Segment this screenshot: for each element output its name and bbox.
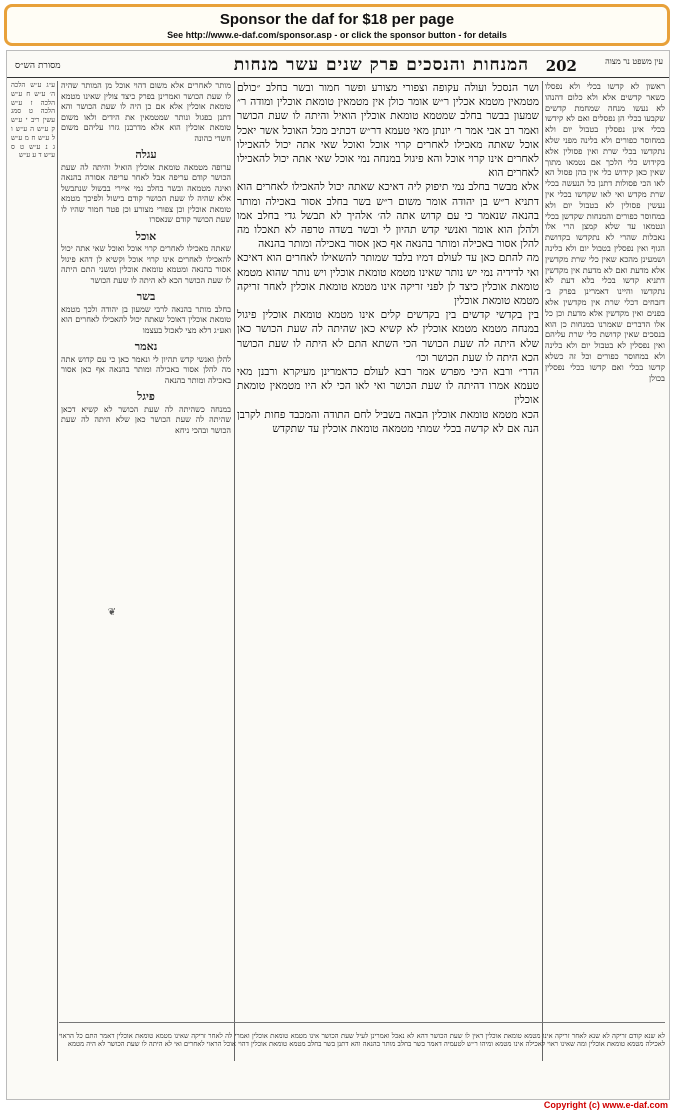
tosafot-heading: בשר (136, 290, 156, 303)
margin-notes-column (11, 81, 55, 1061)
sponsor-banner[interactable] (4, 4, 670, 46)
gemara-paragraph: בין בקדשי קדשים בין בקדשים קלים אינו מטמא טומאת אוכלין פיגול במנחה מטמא מטמא אוכלין לא קשיא כאן שהיתה לה שעת הכושר כאן שלא היתה לה שעת הכושר הכי השתא התם לא היתה לו שעת הכושר הכא היתה לו שעת הכושר וכו׳ (237, 309, 539, 364)
tosafot-heading: נאמר (134, 340, 158, 353)
rashi-text: ראשון לא קדשו בכלי ולא נפסלו כשאר קדשים אלא ולא כלום דהנהו לא נעשו מנחה שמחמת קדשים שקבעו בכלי הן נפסלים ואם לא קידשו בכלי אינן נפסלין בטבול יום ולא במחוסר כפורים ולא בלינה מפני שלא נתקדשו בכלי שרת ואין פסולין אלא בקידוש כלי הלכך אם נטמאו מתוך שאין כאן קידוש כלי אין בהן פסול הא לאו הכי פסולות דתנן כל הנעשה בכלי שרת מקדש ואי לאו שקדשו בכלי אין נעשין פסולין לא בטבול יום ולא במחוסר כפורים והמנחות שקדשן בכלי ונטמאו עד שלא קמצן הרי אלו נאכלות שהרי לא נתקדשו בקדושת הגוף ואין נפסלין בטבול יום ולא בלינה ושמעינן מהכא שאין כלי שרת מקדשין אלא מדעת ואם לא מדעת אין מקדשין דתניא קדשו בכלי בלא דעת לא נתקדשו והיינו דאמרינן בפרק ב׳ דזבחים דכלי שרת אין מקדשין אלא בפנים ואין מקדשין אלא מדעת וכן כל אלו הדברים שאמרנו במנחות כן הוא בנסכים שאין קדושת כלי שרת עליהם ואין נפסלין לא בטבול יום ולא בלינה ולא במחוסר כפורים וכל זה כשלא קדשו בכלי ואם קדשו בכלי נפסלין בכולן (545, 81, 665, 383)
page-heading: המנחות והנסכים פרק שנים עשר מנחות (233, 55, 529, 75)
tosafot-heading: אוכל (135, 229, 157, 243)
gemara-paragraph: ושר הנסכל ועולה עקופה וצפורי מצורע ופשר חמור ובשר בחלב ״כולם מטמאין מטמא אכלין ר״ש אומר כולן אין מטמאין טומאת אוכלין ומודה ר״ שמעון בבשר בחלב שמטמא טומאת אוכלין הואיל והיתה לו שעת הכושר ואמר רב אבי אמר ר׳ יונתן מאי טעמא דר״ש דכתיב מכל האוכל אשר יאכל אוכל שאתה מאכילו לאחרים קרוי אוכל ואוכל שאי אתה יכול להאכילו לאחרים אינו קרוי אוכל והא פיגול במנחה נמי אוכל שאי אתה יכול להאכילו לאחרים הוא (237, 82, 539, 180)
tosafot-text: בחלב מותר בהנאה לרבי שמעון בן יהודה ולכך מטמא טומאת אוכלין דאוכל שאתה יכול להאכילו לאחרים הוא ואע״ג דלא מצי לאכול בעצמו (61, 304, 231, 335)
gemara-paragraph: הדר״ ורבא היכי מפרש אמר רבא לעולם כדאמרינן מעיקרא ורבנן מאי טעמא אמרו דהיתה לו שעת הכושר ואי לאו הכי לא היו מטמאין טומאת אוכלין (237, 366, 539, 407)
corner-label: עין משפט נר מצוה (605, 57, 663, 66)
column-divider (57, 81, 58, 1061)
tosafot-text: ערופה מטמאה טומאת אוכלין הואיל והיתה לה שעת הכושר קודם עריפה אבל לאחר עריפה אסורה בהנאה ואינה מטמאה ובשר בחלב נמי איירי בבשול שנתבשל אלא שהיה לו שעת הכושר קודם בישול ולפיכך מטמא טומאת אוכלין וכן צפורי מצורע וכן פטר חמור שהיו לו שעת הכושר קודם שנאסרו (61, 162, 231, 224)
gemara-paragraph: מה להתם כאן עד לעולם דמיו בלבד שמותר להשאילו לאחרים הוא דאיכא ואי לדידיה נמי יש נותר שאינו מטמא טומאת אוכלין ויש נותר שהוא מטמא טומאת אוכלין כיצד לן לפני זריקה אינו מטמא טומאת אוכלין לאחר זריקה מטמא טומאת אוכלין (237, 252, 539, 308)
tosafot-text: להלן ואנשי קדש תהיון לי ונאמר כאן כי עם קדוש אתה מה להלן אסור באכילה ומותר בהנאה אף כאן אסור באכילה ומותר בהנאה (61, 354, 231, 385)
tosafot-text: במנחה כשהיתה לה שעת הכושר לא קשיא דכאן שהיתה לה שעת הכושר כאן שלא היתה לה שעת הכושר ובהכי ניחא (61, 404, 231, 435)
column-divider (234, 81, 235, 1061)
tosafot-heading: פיגל (137, 390, 155, 403)
ornament-divider: ❦ (107, 607, 117, 618)
sponsor-subtitle[interactable]: See http://www.e-daf.com/sponsor.asp - or click the sponsor button - for details (167, 30, 507, 40)
tosafot-text: שאתה מאכילו לאחרים קרוי אוכל ואוכל שאי אתה יכול להאכילו לאחרים אינו קרוי אוכל וקשיא לן דהא פיגול אסור בהנאה ומטמא טומאת אוכלין ומשני התם היתה לו שעת הכושר הכא לא היתה לו שעת הכושר (61, 244, 231, 285)
tosafot-heading: עגלה (135, 148, 157, 161)
masoret-label: מסורת הש״ס (15, 61, 61, 71)
rashi-column (545, 81, 665, 1061)
margin-notes-text: ע״ג ע״ש הלכה ה׳ ע״ש ח ע״ש הלכה ז ע״ש הלכה ט סמג עשין ריב י ע״ש ק ע״ש ה ע״ש ו ל ע״ש ח מ ע״ש ג נ ע״ש ט ס ע״ש ד ע ע״ש (11, 81, 55, 160)
daf-page (6, 50, 670, 1100)
sponsor-title[interactable]: Sponsor the daf for $18 per page (219, 11, 455, 28)
tosafot-column (61, 81, 231, 1061)
gemara-paragraph: אלא מבשר בחלב נמי תיפוק ליה דאיכא שאתה יכול להאכילו לאחרים הוא דתניא ר״ש בן יהודה אומר משום ר״ש בשר בחלב אסור באכילה ומותר בהנאה שנאמר כי עם קדוש אתה לה׳ אלהיך לא תבשל גדי בחלב אמו ולהלן הוא אומר ואנשי קדש תהיון לי ובשר בשדה טרפה לא תאכלו מה להלן אסור באכילה ומותר בהנאה אף כאן אסור באכילה ומותר בהנאה (237, 181, 539, 251)
page-number: 202 (545, 57, 577, 75)
bottom-commentary-text: לא שנא קודם זריקה לא שנא לאחר זריקה אינו מטמא טומאת אוכלין דאין לו שעת הכושר דהא לא נאכל ואמרינן לעיל שעת הכושר אינו מטמא טומאת אוכלין ואמרי לה לאחר זריקה שאינו מטמא טומאת אוכלין דאמר התם כל הראוי לאכילה מטמא טומאת אוכלין ומה שאינו ראוי לאכילה אינו מטמא ומיהו ר״ש לטעמיה דאמר בשר בחלב מותר בהנאה והא דתנן בשר בחלב מטמא טומאת אוכלין דהוי אוכל הראוי לאחרים ואי לא היתה לו שעת הכושר לא היה מטמא (59, 1031, 665, 1049)
page-header (7, 55, 669, 78)
bottom-commentary (59, 1022, 665, 1077)
gemara-paragraph: הכא מטמא טומאת אוכלין הבאה בשביל לחם התודה והמכבד פחות לקרבן הנה אם לא קדשה בכלי שמתי מטמאה טומאת אוכלין עד שתקדש (237, 408, 539, 435)
tosafot-intro: מותר לאחרים אלא משום דהוי אוכל מן המותר שהיה לו שעת הכושר ואמרינן בפרק כיצד צולין שאינו מטמא טומאת אוכלין אלא אם כן היה לו שעת הכושר והא דתנן בפגול ונותר שמטמאין את הידים ולאו משום טומאת אוכלין הוא אלא מדרבנן גזרו עליהם משום חשדי כהונה (61, 81, 231, 143)
column-divider (542, 81, 543, 1061)
gemara-column (237, 81, 539, 1061)
copyright-notice[interactable]: Copyright (c) www.e-daf.com (543, 1100, 668, 1110)
